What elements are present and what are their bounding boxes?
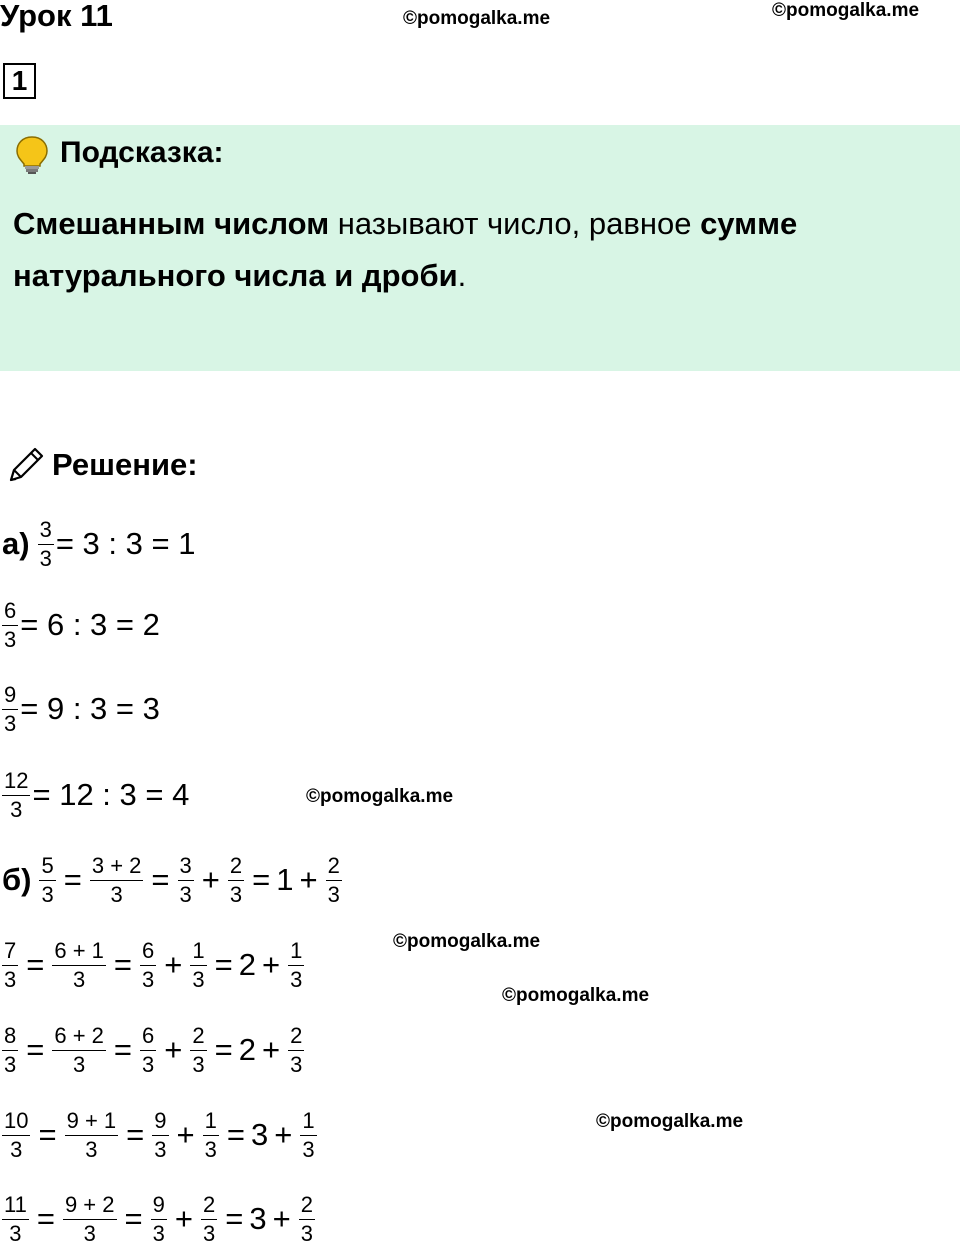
fraction	[326, 854, 342, 907]
numerator: 1	[192, 937, 205, 963]
solution-b-line-3	[0, 1020, 306, 1080]
fraction	[52, 939, 106, 992]
numerator: 1	[204, 1107, 217, 1133]
numerator: 9 + 1	[66, 1107, 117, 1133]
plus-sign: +	[272, 1201, 291, 1236]
equals-sign: =	[126, 1117, 145, 1152]
hint-title: Подсказка:	[60, 136, 224, 169]
plus-sign: +	[174, 1201, 193, 1236]
solution-b-line-2	[0, 935, 306, 995]
denominator: 3	[4, 626, 17, 652]
denominator: 3	[2, 1219, 29, 1246]
equals-sign: =	[63, 862, 82, 897]
denominator: 3	[4, 966, 17, 992]
fraction	[65, 1109, 119, 1162]
part-a-label: а)	[2, 526, 30, 561]
fraction	[300, 1109, 316, 1162]
numerator: 11	[4, 1191, 27, 1217]
fraction	[2, 599, 18, 652]
plus-sign: +	[299, 862, 318, 897]
numerator: 9	[4, 681, 17, 707]
equals-sign: =	[252, 862, 271, 897]
watermark: ©pomogalka.me	[393, 931, 541, 952]
denominator: 3	[2, 795, 30, 822]
denominator: 3	[192, 966, 205, 992]
numerator: 6 + 1	[54, 937, 104, 963]
fraction	[2, 1109, 30, 1162]
numerator: 9 + 2	[64, 1191, 115, 1217]
equals-sign: =	[151, 862, 170, 897]
fraction	[201, 1193, 217, 1246]
solution-title: Решение:	[52, 447, 198, 482]
hint-bold-2: сумме натурального числа и дроби	[13, 206, 798, 293]
denominator: 3	[52, 1050, 106, 1077]
numerator: 2	[229, 852, 243, 878]
numerator: 9	[154, 1107, 167, 1133]
expression: = 6 : 3 = 2	[20, 607, 160, 642]
fraction	[140, 939, 156, 992]
plus-sign: +	[274, 1117, 293, 1152]
hint-text	[13, 198, 913, 302]
part-b-label: б)	[2, 862, 32, 897]
numerator: 3	[179, 852, 192, 878]
whole-number: 3	[249, 1201, 267, 1236]
numerator: 1	[302, 1107, 315, 1133]
denominator: 3	[41, 881, 54, 907]
denominator: 3	[142, 966, 155, 992]
solution-b-line-4	[0, 1105, 319, 1165]
plus-sign: +	[201, 862, 220, 897]
denominator: 3	[90, 880, 144, 907]
denominator: 3	[39, 545, 52, 571]
hint-text-1: называют число, равное	[329, 206, 701, 241]
solution-a-line-2	[0, 595, 160, 655]
fraction	[190, 1024, 206, 1077]
solution-b-line-1	[2, 850, 344, 910]
watermark: ©pomogalka.me	[772, 0, 920, 21]
fraction	[140, 1024, 156, 1077]
fraction	[2, 769, 30, 822]
denominator: 3	[300, 1220, 313, 1246]
equals-sign: =	[226, 1117, 245, 1152]
numerator: 8	[4, 1022, 17, 1048]
numerator: 3	[39, 516, 52, 542]
denominator: 3	[202, 1220, 216, 1246]
numerator: 6 + 2	[54, 1022, 104, 1048]
denominator: 3	[152, 1220, 165, 1246]
numerator: 6	[4, 597, 17, 623]
hint-text-2: .	[457, 258, 467, 293]
fraction	[190, 939, 206, 992]
fraction	[151, 1193, 167, 1246]
solution-a-line-4	[0, 765, 189, 825]
equals-sign: =	[36, 1201, 55, 1236]
denominator: 3	[204, 1136, 217, 1162]
numerator: 2	[192, 1022, 205, 1048]
plus-sign: +	[261, 947, 281, 982]
fraction	[2, 939, 18, 992]
plus-sign: +	[164, 1032, 183, 1067]
solution-a-line-3	[0, 679, 160, 739]
fraction	[203, 1109, 219, 1162]
equals-sign: =	[26, 1032, 45, 1067]
equals-sign: =	[113, 947, 133, 982]
denominator: 3	[52, 965, 106, 992]
numerator: 9	[152, 1191, 165, 1217]
plus-sign: +	[176, 1117, 195, 1152]
denominator: 3	[192, 1051, 205, 1077]
numerator: 5	[41, 852, 54, 878]
numerator: 6	[142, 1022, 155, 1048]
expression: = 12 : 3 = 4	[32, 777, 190, 812]
lightbulb-icon	[14, 135, 50, 180]
fraction	[228, 854, 244, 907]
denominator: 3	[4, 710, 17, 736]
numerator: 2	[327, 852, 340, 878]
numerator: 10	[4, 1107, 29, 1133]
denominator: 3	[142, 1051, 155, 1077]
denominator: 3	[290, 966, 303, 992]
denominator: 3	[4, 1051, 17, 1077]
numerator: 2	[290, 1022, 303, 1048]
denominator: 3	[63, 1219, 117, 1246]
equals-sign: =	[113, 1032, 133, 1067]
numerator: 2	[300, 1191, 313, 1217]
whole-number: 1	[276, 862, 294, 897]
fraction	[2, 1193, 29, 1246]
denominator: 3	[2, 1135, 30, 1162]
plus-sign: +	[164, 947, 183, 982]
task-number: 1	[3, 63, 36, 99]
numerator: 3 + 2	[91, 852, 142, 878]
lesson-title: Урок 11	[0, 0, 113, 33]
fraction	[2, 683, 18, 736]
numerator: 7	[4, 937, 17, 963]
watermark: ©pomogalka.me	[596, 1111, 744, 1132]
whole-number: 3	[250, 1117, 269, 1152]
fraction	[299, 1193, 315, 1246]
numerator: 6	[142, 937, 155, 963]
fraction	[63, 1193, 117, 1246]
plus-sign: +	[261, 1032, 281, 1067]
denominator: 3	[65, 1135, 119, 1162]
whole-number: 2	[238, 947, 256, 982]
watermark: ©pomogalka.me	[403, 8, 551, 29]
solution-b-line-5	[0, 1189, 317, 1249]
watermark: ©pomogalka.me	[502, 985, 650, 1006]
fraction	[52, 1024, 106, 1077]
fraction	[288, 939, 304, 992]
solution-a-line-1	[2, 514, 195, 574]
denominator: 3	[179, 881, 192, 907]
watermark: ©pomogalka.me	[306, 786, 454, 807]
equals-sign: =	[214, 947, 233, 982]
fraction	[39, 854, 55, 907]
hint-bold-1: Смешанным числом	[13, 206, 330, 241]
denominator: 3	[327, 881, 340, 907]
numerator: 12	[4, 767, 29, 793]
fraction	[2, 1024, 18, 1077]
denominator: 3	[154, 1136, 167, 1162]
fraction	[90, 854, 144, 907]
expression: = 9 : 3 = 3	[20, 691, 160, 726]
numerator: 2	[202, 1191, 216, 1217]
fraction	[178, 854, 194, 907]
denominator: 3	[229, 881, 243, 907]
denominator: 3	[302, 1136, 315, 1162]
numerator: 1	[290, 937, 303, 963]
expression: = 3 : 3 = 1	[55, 526, 196, 561]
equals-sign: =	[38, 1117, 57, 1152]
denominator: 3	[290, 1051, 303, 1077]
whole-number: 2	[238, 1032, 256, 1067]
equals-sign: =	[225, 1201, 244, 1236]
pencil-icon	[5, 444, 47, 491]
equals-sign: =	[124, 1201, 143, 1236]
fraction	[38, 518, 54, 571]
equals-sign: =	[26, 947, 45, 982]
fraction	[288, 1024, 304, 1077]
equals-sign: =	[214, 1032, 233, 1067]
fraction	[152, 1109, 168, 1162]
